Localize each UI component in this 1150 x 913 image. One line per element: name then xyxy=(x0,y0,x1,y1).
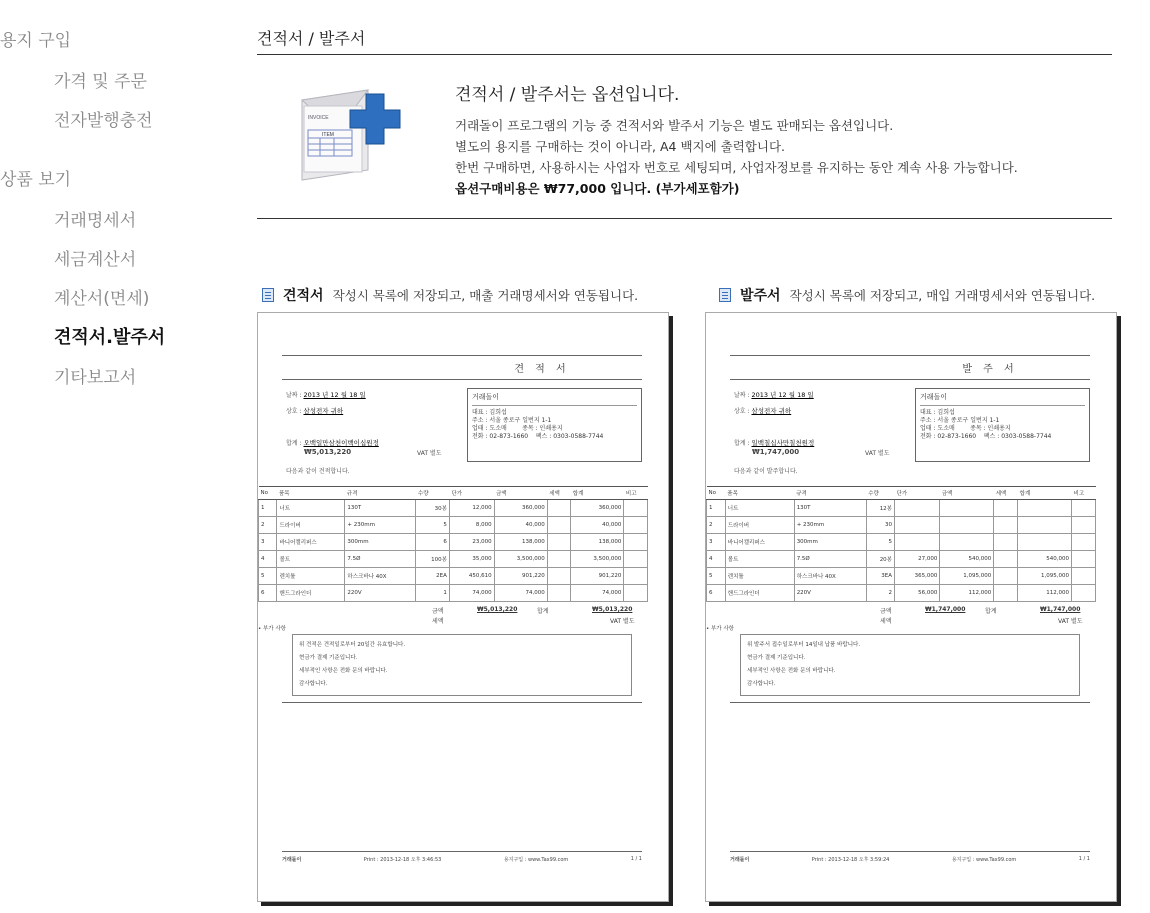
table-cell: 138,000 xyxy=(571,534,624,551)
table-cell: 12봉 xyxy=(866,500,894,517)
table-cell: 5 xyxy=(866,534,894,551)
table-cell: 74,000 xyxy=(449,585,494,602)
sidebar-item-statement[interactable]: 거래명세서 xyxy=(54,211,137,231)
table-cell: 1,095,000 xyxy=(1018,568,1072,585)
divider xyxy=(257,218,1112,219)
promo-line: 별도의 용지를 구매하는 것이 아니라, A4 백지에 출력합니다. xyxy=(455,139,785,154)
order-caption-text: 작성시 목록에 저장되고, 매입 거래명세서와 연동됩니다. xyxy=(789,288,1096,303)
table-cell xyxy=(1072,500,1096,517)
table-cell: 하스크바나 40X xyxy=(794,568,866,585)
promo-line: 거래돌이 프로그램의 기능 중 견적서와 발주서 기능은 별도 판매되는 옵션입니다. xyxy=(455,118,894,133)
quote-document-preview[interactable]: 견 적 서 날짜 : 2013 년 12 월 18 일 상호 : 삼성전자 귀하 합계 : 오백일만삼천이백이십원정 ₩5,013,220 VAT 별도 다음과 같이 견적합니다. 거래돌이 대표 : 김희섭 주소 : 서울 종로구 일번지 1-1 업태 : 도소매 종목 : 인쇄용지 전화 : 02-873-1660 팩스 : 0303-0588-7744 No 품목 규격 수량 단가 금액 세액 합계 비고 1 너트 130T 30봉 12,000 360,000 360,000 2 드라이버 + 230mm 5 8,000 40,000 40,000 3 바니어캘리퍼스 300mm 6 23,000 138,000 138,000 4 볼트 7.5Ø 100봉 35,000 3,500,000 3,500,000 5 렌치툴 하스크바나 40X 2EA 450,610 901,220 901,220 6 핸드그라인더 220V 1 74,000 74,000 74,000 금액 ₩5,013,220 합계 ₩5,013,220 세액 VAT 별도 • 부가 사항 위 견적은 견적일로부터 20일간 유효합니다. 현금가 결제 기준입니다. 세부적인 사항은 전화 문의 바랍니다. 감사합니다. 거래돌이 Print : 2013-12-18 오후 3:46:53 용지구입 : www.Tax99.com 1 / 1 xyxy=(257,312,669,902)
table-cell: 23,000 xyxy=(449,534,494,551)
table-row xyxy=(707,534,1096,551)
table-cell xyxy=(994,500,1018,517)
table-cell: 20봉 xyxy=(866,551,894,568)
table-cell: 300mm xyxy=(794,534,866,551)
table-cell: 30봉 xyxy=(416,500,450,517)
sidebar-section-products[interactable]: 상품 보기 xyxy=(0,170,72,190)
table-cell: 6 xyxy=(416,534,450,551)
doc-note-line: 다음과 같이 견적합니다. xyxy=(286,468,350,475)
table-header-cell: 비고 xyxy=(1072,487,1096,500)
table-cell: 3,500,000 xyxy=(571,551,624,568)
table-cell xyxy=(624,517,648,534)
table-cell xyxy=(547,568,571,585)
table-header-cell: 세액 xyxy=(547,487,571,500)
table-cell: 4 xyxy=(707,551,726,568)
table-cell xyxy=(547,551,571,568)
company-box: 거래돌이 대표 : 김희섭 주소 : 서울 종로구 일번지 1-1 업태 : 도소매 종목 : 인쇄용지 전화 : 02-873-1660 팩스 : 0303-0588-7744 xyxy=(915,388,1090,462)
table-cell xyxy=(994,534,1018,551)
divider xyxy=(257,54,1112,55)
items-table xyxy=(258,486,648,602)
table-header-cell: 금액 xyxy=(494,487,547,500)
table-cell: 7.5Ø xyxy=(794,551,866,568)
table-cell: 하스크바나 40X xyxy=(345,568,416,585)
doc-note-line: 다음과 같이 발주합니다. xyxy=(734,468,798,475)
table-cell: 30 xyxy=(866,517,894,534)
table-cell xyxy=(547,500,571,517)
table-cell: 112,000 xyxy=(1018,585,1072,602)
table-cell xyxy=(940,500,994,517)
table-cell xyxy=(1018,500,1072,517)
table-cell: 901,220 xyxy=(494,568,547,585)
doc-date: 2013 년 12 월 18 일 xyxy=(751,391,814,399)
doc-sum: ₩5,013,220 xyxy=(304,448,352,456)
table-cell: 너트 xyxy=(725,500,794,517)
table-row xyxy=(707,500,1096,517)
table-cell xyxy=(940,517,994,534)
table-cell: 너트 xyxy=(277,500,345,517)
order-caption xyxy=(719,285,1095,305)
table-header-cell: No xyxy=(707,487,726,500)
sidebar-item-price-order[interactable]: 가격 및 주문 xyxy=(54,72,147,92)
table-header-cell: 단가 xyxy=(895,487,940,500)
sidebar-item-invoice-exempt[interactable]: 계산서(면세) xyxy=(54,289,150,309)
table-cell: 4 xyxy=(259,551,277,568)
table-cell: 1 xyxy=(416,585,450,602)
table-cell: 365,000 xyxy=(895,568,940,585)
table-cell: 5 xyxy=(416,517,450,534)
table-cell: 드라이버 xyxy=(725,517,794,534)
quote-caption-title: 견적서 xyxy=(283,288,324,304)
table-cell: 40,000 xyxy=(494,517,547,534)
notes-box: 위 견적은 견적일로부터 20일간 유효합니다. 현금가 결제 기준입니다. 세부적인 사항은 전화 문의 바랍니다. 감사합니다. xyxy=(292,634,632,696)
doc-recipient: 삼성전자 귀하 xyxy=(751,407,792,415)
table-cell: + 230mm xyxy=(794,517,866,534)
table-cell: + 230mm xyxy=(345,517,416,534)
table-cell: 130T xyxy=(345,500,416,517)
promo-block xyxy=(455,80,1105,199)
table-header-cell: 비고 xyxy=(624,487,648,500)
doc-sum: ₩1,747,000 xyxy=(752,448,800,456)
table-cell xyxy=(547,585,571,602)
table-cell xyxy=(1072,551,1096,568)
table-cell: 5 xyxy=(707,568,726,585)
table-cell: 540,000 xyxy=(1018,551,1072,568)
table-row xyxy=(259,500,648,517)
table-cell: 1,095,000 xyxy=(940,568,994,585)
table-row xyxy=(707,568,1096,585)
company-box: 거래돌이 대표 : 김희섭 주소 : 서울 종로구 일번지 1-1 업태 : 도소매 종목 : 인쇄용지 전화 : 02-873-1660 팩스 : 0303-0588-7744 xyxy=(467,388,642,462)
table-cell: 100봉 xyxy=(416,551,450,568)
table-header-cell: 세액 xyxy=(994,487,1018,500)
table-header-cell: 수량 xyxy=(866,487,894,500)
table-header-cell: 합계 xyxy=(571,487,624,500)
table-cell xyxy=(547,517,571,534)
table-cell: 130T xyxy=(794,500,866,517)
sidebar xyxy=(0,26,200,402)
promo-price: 옵션구매비용은 ₩77,000 입니다. (부가세포함가) xyxy=(455,181,740,196)
table-cell xyxy=(1018,534,1072,551)
table-cell xyxy=(895,534,940,551)
table-cell: 3,500,000 xyxy=(494,551,547,568)
table-cell: 901,220 xyxy=(571,568,624,585)
table-cell: 220V xyxy=(345,585,416,602)
table-row xyxy=(259,534,648,551)
table-cell xyxy=(624,568,648,585)
doc-footer: 거래돌이 Print : 2013-12-18 오후 3:59:24 용지구입 : www.Tax99.com 1 / 1 xyxy=(730,851,1090,863)
table-cell: 3 xyxy=(707,534,726,551)
table-cell: 6 xyxy=(259,585,277,602)
table-row xyxy=(259,585,648,602)
table-cell: 138,000 xyxy=(494,534,547,551)
table-cell xyxy=(1072,568,1096,585)
doc-sum-korean: 일백칠십사만칠천원정 xyxy=(751,439,815,447)
table-cell: 1 xyxy=(259,500,277,517)
sidebar-section-paper[interactable]: 용지 구입 xyxy=(0,31,72,51)
table-cell: 40,000 xyxy=(571,517,624,534)
items-table xyxy=(706,486,1096,602)
table-cell: 300mm xyxy=(345,534,416,551)
table-row xyxy=(707,517,1096,534)
table-cell xyxy=(994,517,1018,534)
table-cell: 7.5Ø xyxy=(345,551,416,568)
table-cell xyxy=(1072,534,1096,551)
table-header-cell: 규격 xyxy=(794,487,866,500)
table-cell: 360,000 xyxy=(494,500,547,517)
table-row xyxy=(259,568,648,585)
table-header-cell: 합계 xyxy=(1018,487,1072,500)
table-cell xyxy=(624,585,648,602)
table-cell xyxy=(624,500,648,517)
table-cell xyxy=(994,568,1018,585)
table-cell: 2 xyxy=(259,517,277,534)
table-row xyxy=(707,551,1096,568)
table-cell: 핸드그라인더 xyxy=(725,585,794,602)
table-cell: 바니어캘리퍼스 xyxy=(277,534,345,551)
table-header-cell: 규격 xyxy=(345,487,416,500)
order-document-preview[interactable]: 발 주 서 날짜 : 2013 년 12 월 18 일 상호 : 삼성전자 귀하 합계 : 일백칠십사만칠천원정 ₩1,747,000 VAT 별도 다음과 같이 발주합니다. 거래돌이 대표 : 김희섭 주소 : 서울 종로구 일번지 1-1 업태 : 도소매 종목 : 인쇄용지 전화 : 02-873-1660 팩스 : 0303-0588-7744 No 품목 규격 수량 단가 금액 세액 합계 비고 1 너트 130T 12봉 2 드라이버 + 230mm 30 3 바니어캘리퍼스 300mm 5 4 볼트 7.5Ø 20봉 27,000 540,000 540,000 5 렌치툴 하스크바나 40X 3EA 365,000 1,095,000 1,095,000 6 핸드그라인더 220V 2 56,000 112,000 112,000 금액 ₩1,747,000 합계 ₩1,747,000 세액 VAT 별도 • 부가 사항 위 발주서 접수일로부터 14일내 납품 바랍니다. 현금가 결제 기준입니다. 세부적인 사항은 전화 문의 바랍니다. 감사합니다. 거래돌이 Print : 2013-12-18 오후 3:59:24 용지구입 : www.Tax99.com 1 / 1 xyxy=(705,312,1117,902)
table-cell: 5 xyxy=(259,568,277,585)
table-cell xyxy=(624,551,648,568)
table-cell xyxy=(1072,585,1096,602)
table-cell xyxy=(1072,517,1096,534)
table-cell: 27,000 xyxy=(895,551,940,568)
doc-title: 발 주 서 xyxy=(730,355,1090,380)
table-header-cell: 수량 xyxy=(416,487,450,500)
table-cell: 렌치툴 xyxy=(725,568,794,585)
doc-date: 2013 년 12 월 18 일 xyxy=(303,391,366,399)
order-caption-title: 발주서 xyxy=(740,288,781,304)
table-cell: 74,000 xyxy=(494,585,547,602)
table-cell: 3 xyxy=(259,534,277,551)
sidebar-item-tax-invoice[interactable]: 세금계산서 xyxy=(54,250,137,270)
table-cell xyxy=(624,534,648,551)
sidebar-item-other-reports[interactable]: 기타보고서 xyxy=(54,368,137,388)
table-row xyxy=(259,517,648,534)
table-cell: 74,000 xyxy=(571,585,624,602)
table-cell xyxy=(994,585,1018,602)
table-cell: 220V xyxy=(794,585,866,602)
table-header-cell: 금액 xyxy=(940,487,994,500)
promo-line: 한번 구매하면, 사용하시는 사업자 번호로 세팅되며, 사업자정보를 유지하는 동안 계속 사용 가능합니다. xyxy=(455,160,1018,175)
table-cell: 56,000 xyxy=(895,585,940,602)
document-icon xyxy=(262,288,274,302)
doc-footer: 거래돌이 Print : 2013-12-18 오후 3:46:53 용지구입 : www.Tax99.com 1 / 1 xyxy=(282,851,642,863)
table-cell: 12,000 xyxy=(449,500,494,517)
table-cell: 35,000 xyxy=(449,551,494,568)
table-cell: 112,000 xyxy=(940,585,994,602)
notes-box: 위 발주서 접수일로부터 14일내 납품 바랍니다. 현금가 결제 기준입니다. 세부적인 사항은 전화 문의 바랍니다. 감사합니다. xyxy=(740,634,1080,696)
table-row xyxy=(707,585,1096,602)
table-cell xyxy=(1018,517,1072,534)
table-cell: 3EA xyxy=(866,568,894,585)
table-cell: 렌치툴 xyxy=(277,568,345,585)
table-header-cell: 품목 xyxy=(277,487,345,500)
table-cell: 볼트 xyxy=(725,551,794,568)
sidebar-item-e-issue-charge[interactable]: 전자발행충전 xyxy=(54,111,153,131)
table-header-cell: 품목 xyxy=(725,487,794,500)
quote-caption-text: 작성시 목록에 저장되고, 매출 거래명세서와 연동됩니다. xyxy=(332,288,639,303)
table-header-cell: No xyxy=(259,487,277,500)
doc-sum-korean: 오백일만삼천이백이십원정 xyxy=(303,439,379,447)
table-cell xyxy=(895,517,940,534)
sidebar-item-quote-order[interactable]: 견적서.발주서 xyxy=(54,327,166,348)
table-cell: 2 xyxy=(707,517,726,534)
invoice-add-icon xyxy=(298,84,408,188)
table-header-cell: 단가 xyxy=(449,487,494,500)
table-cell: 드라이버 xyxy=(277,517,345,534)
icon-item-text: ITEM xyxy=(322,132,334,138)
table-cell xyxy=(895,500,940,517)
promo-heading: 견적서 / 발주서는 옵션입니다. xyxy=(455,85,680,105)
table-row xyxy=(259,551,648,568)
page-title: 견적서 / 발주서 xyxy=(257,29,366,48)
table-cell xyxy=(994,551,1018,568)
table-cell: 핸드그라인더 xyxy=(277,585,345,602)
table-cell: 540,000 xyxy=(940,551,994,568)
document-icon xyxy=(719,288,731,302)
table-cell: 1 xyxy=(707,500,726,517)
table-cell: 8,000 xyxy=(449,517,494,534)
icon-invoice-text: INVOICE xyxy=(308,115,329,121)
table-cell: 볼트 xyxy=(277,551,345,568)
table-cell: 360,000 xyxy=(571,500,624,517)
quote-caption xyxy=(262,285,638,305)
table-cell: 6 xyxy=(707,585,726,602)
table-cell: 2 xyxy=(866,585,894,602)
doc-recipient: 삼성전자 귀하 xyxy=(303,407,344,415)
table-cell xyxy=(940,534,994,551)
doc-title: 견 적 서 xyxy=(282,355,642,380)
table-cell xyxy=(547,534,571,551)
table-cell: 2EA xyxy=(416,568,450,585)
table-cell: 450,610 xyxy=(449,568,494,585)
table-cell: 바니어캘리퍼스 xyxy=(725,534,794,551)
